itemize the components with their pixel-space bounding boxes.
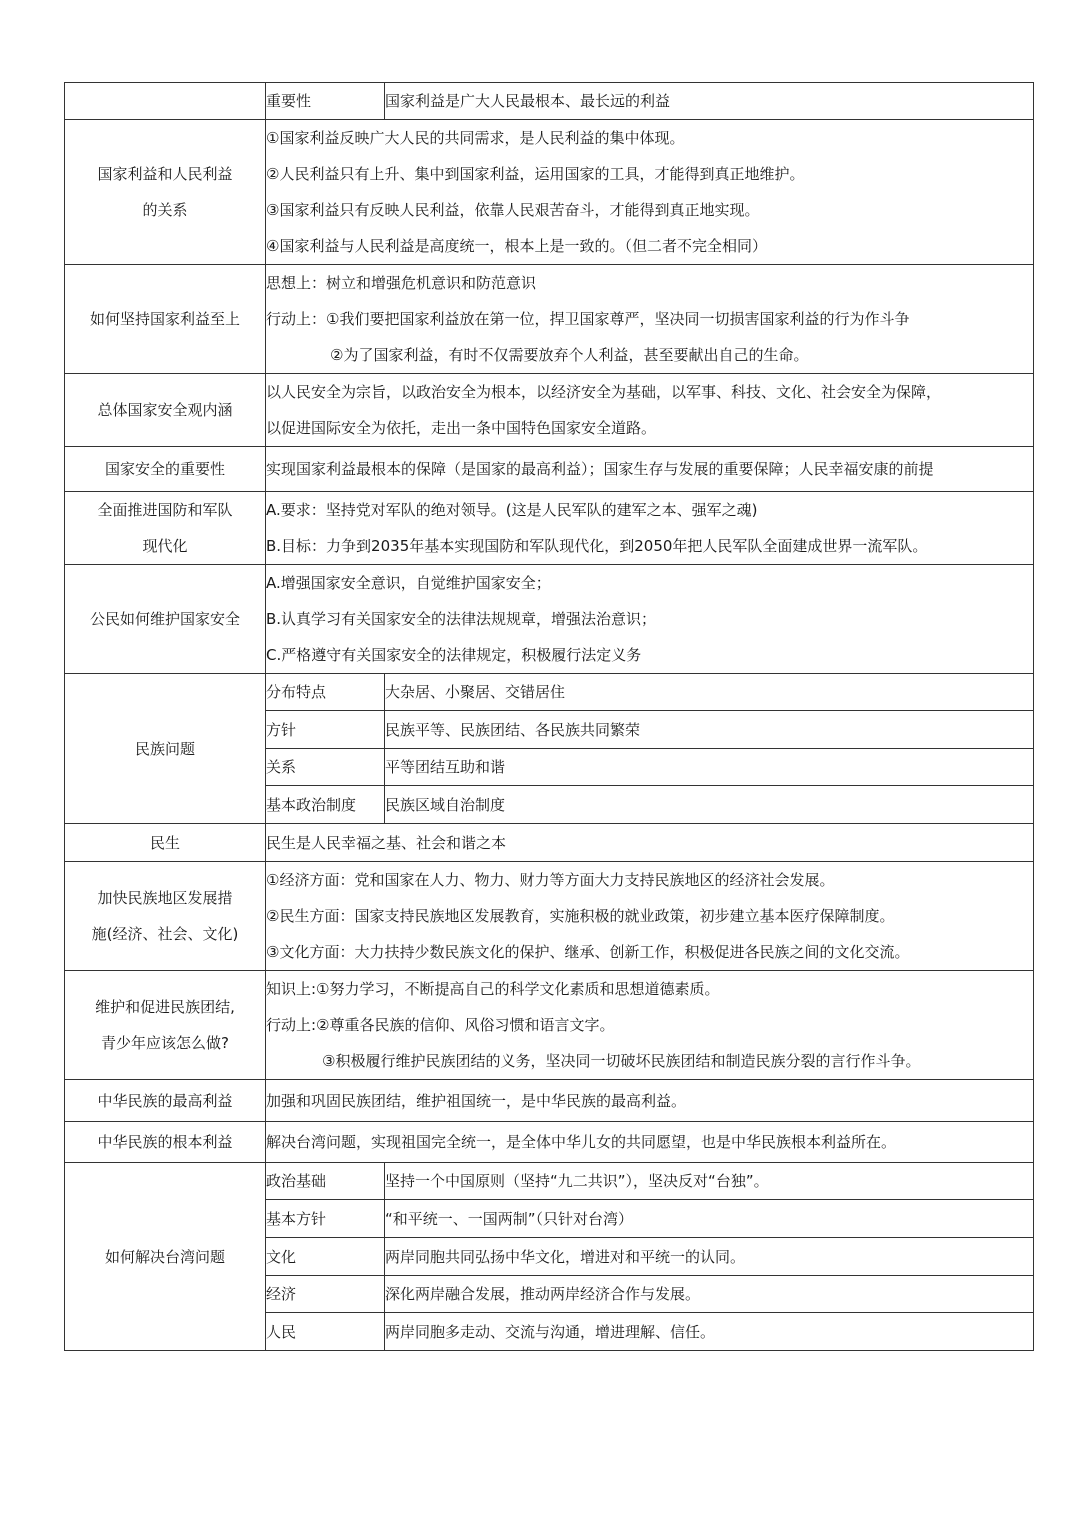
value-cell: 国家利益是广大人民最根本、最长远的利益 (385, 83, 1034, 120)
content-line: ④国家利益与人民利益是高度统一，根本上是一致的。（但二者不完全相同） (266, 237, 767, 255)
content-cell (266, 265, 1034, 374)
sub-label-cell: 分布特点 (266, 674, 385, 711)
sub-label-cell: 重要性 (266, 83, 385, 120)
value-cell: 民族区域自治制度 (385, 786, 1034, 824)
key-cell: 总体国家安全观内涵 (65, 374, 266, 447)
sub-label-cell: 人民 (266, 1313, 385, 1351)
content-line: 行动上:②尊重各民族的信仰、风俗习惯和语言文字。 (266, 1016, 615, 1034)
content-line: ②人民利益只有上升、集中到国家利益，运用国家的工具，才能得到真正地维护。 (266, 165, 805, 183)
content-line: ②为了国家利益，有时不仅需要放弃个人利益，甚至要献出自己的生命。 (330, 346, 809, 364)
table-row (65, 674, 1034, 711)
table-row (65, 1163, 1034, 1200)
sub-label-cell: 基本方针 (266, 1200, 385, 1238)
table-row (65, 824, 1034, 862)
table-row (65, 862, 1034, 971)
content-cell (266, 492, 1034, 565)
key-line: 维护和促进民族团结, (95, 998, 235, 1016)
key-line: 施(经济、社会、文化) (91, 925, 239, 943)
content-line: A.增强国家安全意识，自觉维护国家安全； (266, 574, 551, 592)
value-cell: 民生是人民幸福之基、社会和谐之本 (266, 824, 1034, 862)
content-line: ③国家利益只有反映人民利益，依靠人民艰苦奋斗，才能得到真正地实现。 (266, 201, 760, 219)
value-cell: 平等团结互助和谐 (385, 749, 1034, 786)
value-cell: 两岸同胞共同弘扬中华文化，增进对和平统一的认同。 (385, 1238, 1034, 1276)
value-cell: 大杂居、小聚居、交错居住 (385, 674, 1034, 711)
table-row (65, 971, 1034, 1080)
key-cell (65, 971, 266, 1080)
content-line: B.认真学习有关国家安全的法律法规规章，增强法治意识； (266, 610, 657, 628)
content-line: 行动上：①我们要把国家利益放在第一位，捍卫国家尊严，坚决同一切损害国家利益的行为作斗争 (266, 310, 910, 328)
value-cell: 解决台湾问题，实现祖国完全统一，是全体中华儿女的共同愿望，也是中华民族根本利益所在。 (266, 1122, 1034, 1163)
sub-label-cell: 基本政治制度 (266, 786, 385, 824)
sub-label-cell: 关系 (266, 749, 385, 786)
sub-label-cell: 经济 (266, 1276, 385, 1313)
content-line: ①国家利益反映广大人民的共同需求，是人民利益的集中体现。 (266, 129, 685, 147)
sub-label-cell: 文化 (266, 1238, 385, 1276)
table-row (65, 492, 1034, 565)
content-line: 以促进国际安全为依托，走出一条中国特色国家安全道路。 (266, 419, 657, 437)
table-row (65, 565, 1034, 674)
table-row (65, 1122, 1034, 1163)
key-line: 的关系 (142, 201, 188, 219)
knowledge-table (64, 82, 1034, 1351)
table-row (65, 120, 1034, 265)
table-row (65, 374, 1034, 447)
value-cell: 坚持一个中国原则（坚持“九二共识”），坚决反对“台独”。 (385, 1163, 1034, 1200)
value-cell: 实现国家利益最根本的保障（是国家的最高利益）；国家生存与发展的重要保障；人民幸福安康的前提 (266, 447, 1034, 492)
content-cell (266, 374, 1034, 447)
content-line: ②民生方面：国家支持民族地区发展教育，实施积极的就业政策，初步建立基本医疗保障制度。 (266, 907, 895, 925)
value-cell: “和平统一、一国两制”（只针对台湾） (385, 1200, 1034, 1238)
content-line: B.目标：力争到2035年基本实现国防和军队现代化，到2050年把人民军队全面建成世界一流军队。 (266, 537, 928, 555)
value-cell: 加强和巩固民族团结，维护祖国统一，是中华民族的最高利益。 (266, 1080, 1034, 1122)
key-cell: 公民如何维护国家安全 (65, 565, 266, 674)
empty-key-cell (65, 83, 266, 120)
value-cell: 民族平等、民族团结、各民族共同繁荣 (385, 711, 1034, 749)
table-row (65, 1080, 1034, 1122)
key-cell: 民族问题 (65, 674, 266, 824)
content-cell (266, 971, 1034, 1080)
content-cell (266, 862, 1034, 971)
table-row (65, 83, 1034, 120)
key-line: 青少年应该怎么做? (101, 1034, 229, 1052)
key-line: 国家利益和人民利益 (97, 165, 233, 183)
content-line: 思想上：树立和增强危机意识和防范意识 (266, 274, 537, 292)
content-line: ③积极履行维护民族团结的义务，坚决同一切破坏民族团结和制造民族分裂的言行作斗争。 (322, 1052, 921, 1070)
content-line: 知识上:①努力学习，不断提高自己的科学文化素质和思想道德素质。 (266, 980, 720, 998)
key-line: 现代化 (142, 537, 188, 555)
content-cell (266, 120, 1034, 265)
content-line: 以人民安全为宗旨，以政治安全为根本，以经济安全为基础，以军事、科技、文化、社会安全为保障， (266, 383, 942, 401)
key-line: 加快民族地区发展措 (97, 889, 233, 907)
sub-label-cell: 方针 (266, 711, 385, 749)
key-cell: 国家安全的重要性 (65, 447, 266, 492)
key-cell: 民生 (65, 824, 266, 862)
key-line: 全面推进国防和军队 (97, 501, 233, 519)
key-cell (65, 862, 266, 971)
key-cell: 中华民族的最高利益 (65, 1080, 266, 1122)
content-cell (266, 565, 1034, 674)
key-cell: 中华民族的根本利益 (65, 1122, 266, 1163)
content-line: C.严格遵守有关国家安全的法律规定，积极履行法定义务 (266, 646, 642, 664)
key-cell (65, 492, 266, 565)
table-row (65, 265, 1034, 374)
key-cell: 如何坚持国家利益至上 (65, 265, 266, 374)
key-cell (65, 120, 266, 265)
key-cell: 如何解决台湾问题 (65, 1163, 266, 1351)
content-line: A.要求：坚持党对军队的绝对领导。(这是人民军队的建军之本、强军之魂) (266, 501, 758, 519)
sub-label-cell: 政治基础 (266, 1163, 385, 1200)
content-line: ③文化方面：大力扶持少数民族文化的保护、继承、创新工作，积极促进各民族之间的文化交流。 (266, 943, 910, 961)
content-line: ①经济方面：党和国家在人力、物力、财力等方面大力支持民族地区的经济社会发展。 (266, 871, 835, 889)
table-row (65, 447, 1034, 492)
value-cell: 两岸同胞多走动、交流与沟通，增进理解、信任。 (385, 1313, 1034, 1351)
value-cell: 深化两岸融合发展，推动两岸经济合作与发展。 (385, 1276, 1034, 1313)
